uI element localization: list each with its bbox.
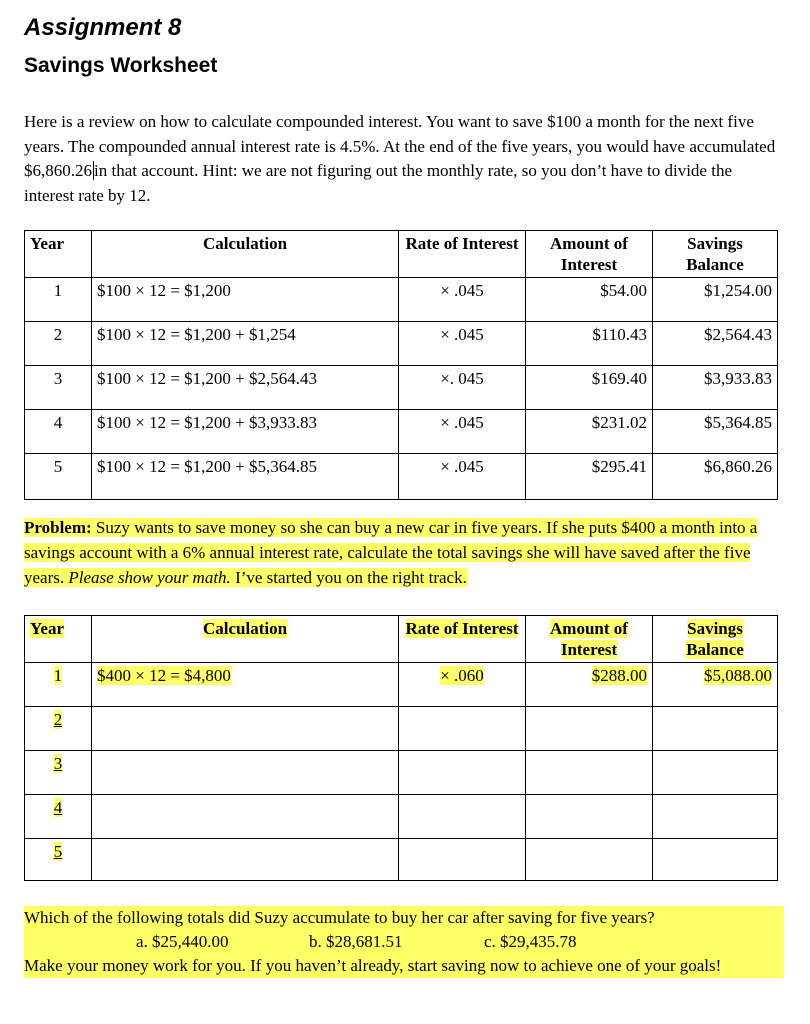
cell-balance: $1,254.00 [653,278,778,322]
header-amount: Amount of Interest [526,616,653,663]
header-amount: Amount of Interest [526,231,653,278]
cell-year: 5 [25,839,92,881]
choice-c[interactable]: c. $29,435.78 [484,932,577,951]
cell-rate[interactable] [399,795,526,839]
intro-text-before: Here is a review on how to calculate compounded interest. You want to save $100 a month for the next five years. The compounded annual interest rate is 4.5%. At the end of the five years, you would have accumulated $6,860.26 [24,112,776,180]
cell-balance: $6,860.26 [653,454,778,500]
example-savings-table [24,230,778,500]
problem-text: Suzy wants to save money so she can buy a new car in five years. If she puts $400 a month into a savings account with a 6% annual interest rate, calculate the total savings she will have saved after the five years. [24,518,758,587]
cell-calculation: $100 × 12 = $1,200 [92,278,399,322]
cell-balance[interactable] [653,707,778,751]
table-row [25,795,778,839]
choice-b[interactable]: b. $28,681.51 [309,932,403,951]
table-row [25,707,778,751]
cell-rate[interactable]: × .060 [399,663,526,707]
table-row [25,410,778,454]
table-row [25,454,778,500]
cell-rate: × .045 [399,454,526,500]
cell-calculation[interactable]: $400 × 12 = $4,800 [92,663,399,707]
header-balance: Savings Balance [653,616,778,663]
question-section [24,906,784,978]
cell-amount[interactable] [526,707,653,751]
cell-balance[interactable]: $5,088.00 [653,663,778,707]
cell-balance[interactable] [653,751,778,795]
header-calculation: Calculation [92,231,399,278]
header-year: Year [25,231,92,278]
intro-paragraph [24,110,784,208]
cell-amount: $169.40 [526,366,653,410]
cell-year: 4 [25,795,92,839]
cell-amount: $54.00 [526,278,653,322]
cell-calculation: $100 × 12 = $1,200 + $1,254 [92,322,399,366]
cell-calculation[interactable] [92,751,399,795]
cell-rate: × .045 [399,322,526,366]
header-balance: Savings Balance [653,231,778,278]
cell-balance: $5,364.85 [653,410,778,454]
choice-a[interactable]: a. $25,440.00 [136,932,229,951]
header-year: Year [25,616,92,663]
cell-amount[interactable] [526,839,653,881]
problem-emphasis: Please show your math. [68,568,231,587]
cell-rate[interactable] [399,751,526,795]
cell-amount: $110.43 [526,322,653,366]
problem-savings-table [24,615,778,881]
cell-year: 2 [25,322,92,366]
cell-year: 3 [25,751,92,795]
cell-year: 4 [25,410,92,454]
cell-rate[interactable] [399,707,526,751]
header-rate: Rate of Interest [399,616,526,663]
problem-paragraph [24,515,784,590]
cell-year: 1 [25,278,92,322]
intro-text-after: in that account. Hint: we are not figuring out the monthly rate, so you don’t have to divide the interest rate by 12. [24,161,732,205]
worksheet-title: Savings Worksheet [24,54,218,77]
header-rate: Rate of Interest [399,231,526,278]
cell-balance: $2,564.43 [653,322,778,366]
cell-amount[interactable]: $288.00 [526,663,653,707]
cell-rate: × .045 [399,410,526,454]
cell-amount: $231.02 [526,410,653,454]
cell-balance[interactable] [653,795,778,839]
header-calculation: Calculation [92,616,399,663]
cell-year: 2 [25,707,92,751]
answer-choices [24,930,784,954]
table-row [25,663,778,707]
cell-rate: × .045 [399,278,526,322]
table-row [25,366,778,410]
table-header-row [25,231,778,278]
table-row [25,839,778,881]
cell-calculation: $100 × 12 = $1,200 + $5,364.85 [92,454,399,500]
cell-calculation[interactable] [92,795,399,839]
problem-text-end: I’ve started you on the right track. [230,568,467,587]
cell-amount[interactable] [526,751,653,795]
cell-calculation[interactable] [92,839,399,881]
cell-amount: $295.41 [526,454,653,500]
cell-rate[interactable] [399,839,526,881]
cell-year: 1 [25,663,92,707]
assignment-title: Assignment 8 [24,14,182,41]
cell-balance: $3,933.83 [653,366,778,410]
problem-label: Problem: [24,518,92,537]
table-header-row [25,616,778,663]
cell-calculation[interactable] [92,707,399,751]
cell-amount[interactable] [526,795,653,839]
cell-calculation: $100 × 12 = $1,200 + $2,564.43 [92,366,399,410]
cell-calculation: $100 × 12 = $1,200 + $3,933.83 [92,410,399,454]
table-row [25,322,778,366]
question-prompt: Which of the following totals did Suzy accumulate to buy her car after saving for five years? [24,906,784,930]
cell-year: 5 [25,454,92,500]
cell-rate: ×. 045 [399,366,526,410]
closing-text: Make your money work for you. If you haven’t already, start saving now to achieve one of your goals! [24,954,784,978]
table-row [25,278,778,322]
cell-year: 3 [25,366,92,410]
table-row [25,751,778,795]
cell-balance[interactable] [653,839,778,881]
